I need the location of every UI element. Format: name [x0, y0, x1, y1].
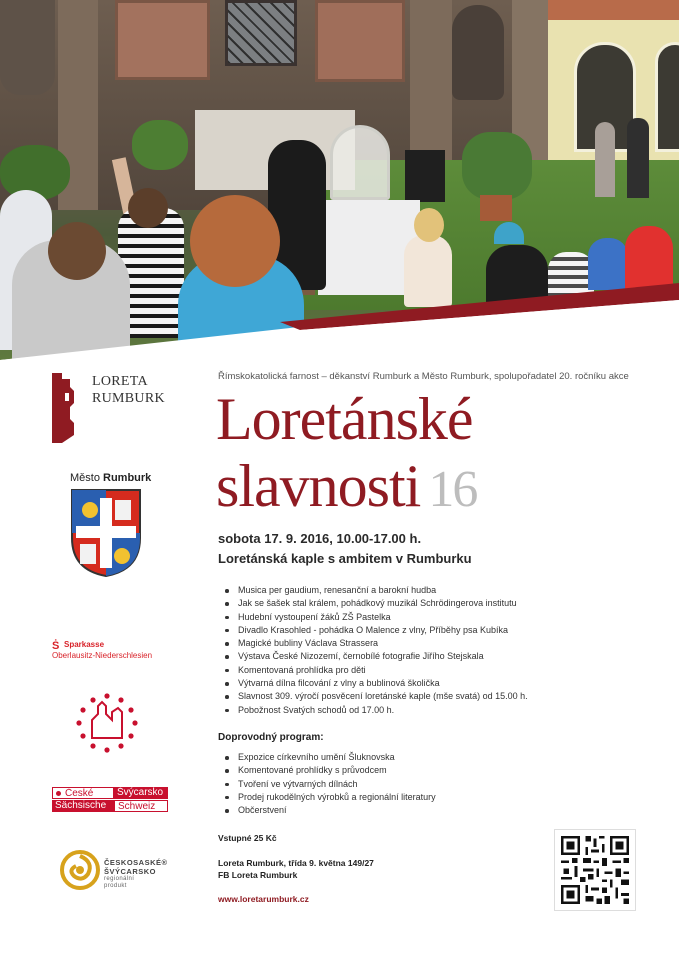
cs-cell	[52, 787, 114, 799]
loreta-line1: LORETA	[92, 374, 148, 389]
mesto-prefix: Město	[70, 472, 104, 484]
ceskosaske-line1b: ŠVÝCARSKO	[104, 867, 157, 876]
list-item: Slavnost 309. výročí posvěcení loretánské kaple (mše svatá) od 15.00 h.	[224, 690, 644, 703]
list-item: Pobožnost Svatých schodů od 17.00 h.	[224, 704, 644, 717]
sparkasse-logo	[52, 640, 192, 666]
website-link[interactable]: www.loretarumburk.cz	[218, 894, 309, 904]
list-item: Prodej rukodělných výrobků a regionální literatury	[224, 791, 544, 804]
ceskosaske-subtitle	[104, 876, 134, 890]
ceskosaske-title	[104, 858, 168, 876]
list-item: Komentované prohlídky s průvodcem	[224, 764, 544, 777]
list-item: Jak se šašek stal králem, pohádkový muzikál Schrödingerova institutu	[224, 597, 644, 610]
event-title-line1: Loretánské	[216, 386, 473, 452]
organizer-line: Římskokatolická farnost – děkanství Rumburk a Město Rumburk, spolupořadatel 20. ročníku akce	[218, 371, 629, 382]
list-item: Občerstvení	[224, 804, 544, 817]
facebook-line: FB Loreta Rumburk	[218, 870, 298, 880]
sparkasse-line1: Sparkasse	[64, 640, 105, 649]
program-list	[224, 584, 644, 717]
list-item: Musica per gaudium, renesanční a barokní hudba	[224, 584, 644, 597]
event-place: Loretánská kaple s ambitem v Rumburku	[218, 551, 472, 566]
list-item: Tvoření ve výtvarných dílnách	[224, 778, 544, 791]
list-item: Výstava České Nizozemí, černobílé fotografie Jiřího Stejskala	[224, 650, 644, 663]
accompanying-list	[224, 751, 544, 817]
sparkasse-line2: Oberlausitz-Niederschlesien	[52, 651, 153, 660]
event-title-word: slavnosti	[216, 453, 421, 519]
list-item: Výtvarná dílna filcování z vlny a bublinová školička	[224, 677, 644, 690]
ceskosaske-line3: produkt	[104, 883, 127, 889]
euroregion-stars-icon	[74, 692, 140, 754]
accompanying-title: Doprovodný program:	[218, 732, 324, 743]
event-year-number: 16	[428, 461, 477, 518]
ceskosaske-line2: regionální	[104, 876, 135, 882]
address-line: Loreta Rumburk, třída 9. května 149/27	[218, 858, 374, 868]
list-item: Expozice církevního umění Šluknovska	[224, 751, 544, 764]
qr-code-icon	[561, 836, 629, 904]
sparkasse-s-icon: Ṡ	[52, 640, 60, 652]
list-item: Hudební vystoupení žáků ZŠ Pastelka	[224, 611, 644, 624]
qr-code[interactable]	[554, 829, 636, 911]
list-item: Divadlo Krasohled - pohádka O Malence z vlny, Příběhy psa Kubíka	[224, 624, 644, 637]
list-item: Magické bubliny Václava Strassera	[224, 637, 644, 650]
event-photo	[0, 0, 679, 360]
cs-dot-icon	[56, 791, 61, 796]
cs-text: Sächsische	[55, 800, 107, 811]
cs-cell	[52, 800, 114, 812]
rumburk-coat-of-arms-icon	[70, 488, 142, 578]
ceskosaske-svycarsko-logo	[60, 846, 170, 896]
ceskosaske-line1	[104, 858, 168, 867]
loreta-rumburk-logo	[52, 373, 182, 443]
swirl-sun-icon	[60, 848, 100, 892]
cs-cell	[114, 787, 168, 799]
mesto-rumburk-label	[70, 472, 151, 484]
diagonal-band	[0, 0, 679, 360]
ceskosaske-line1-text: ČESKOSASKÉ	[104, 858, 162, 867]
loreta-mark-icon	[52, 373, 78, 443]
ceske-svycarsko-logo	[52, 787, 168, 813]
mesto-name: Rumburk	[103, 472, 152, 484]
loreta-line2: RUMBURK	[92, 391, 165, 406]
list-item: Komentovaná prohlídka pro děti	[224, 664, 644, 677]
cs-text: Švýcarsko	[117, 787, 164, 798]
cs-cell	[114, 800, 168, 812]
cs-text: České	[65, 788, 94, 799]
registered-mark: ®	[161, 858, 168, 867]
admission-price: Vstupné 25 Kč	[218, 833, 277, 843]
event-title-line2	[216, 450, 476, 526]
cs-text: Schweiz	[118, 801, 156, 812]
event-date: sobota 17. 9. 2016, 10.00-17.00 h.	[218, 531, 422, 546]
loreta-logo-text	[92, 373, 165, 407]
